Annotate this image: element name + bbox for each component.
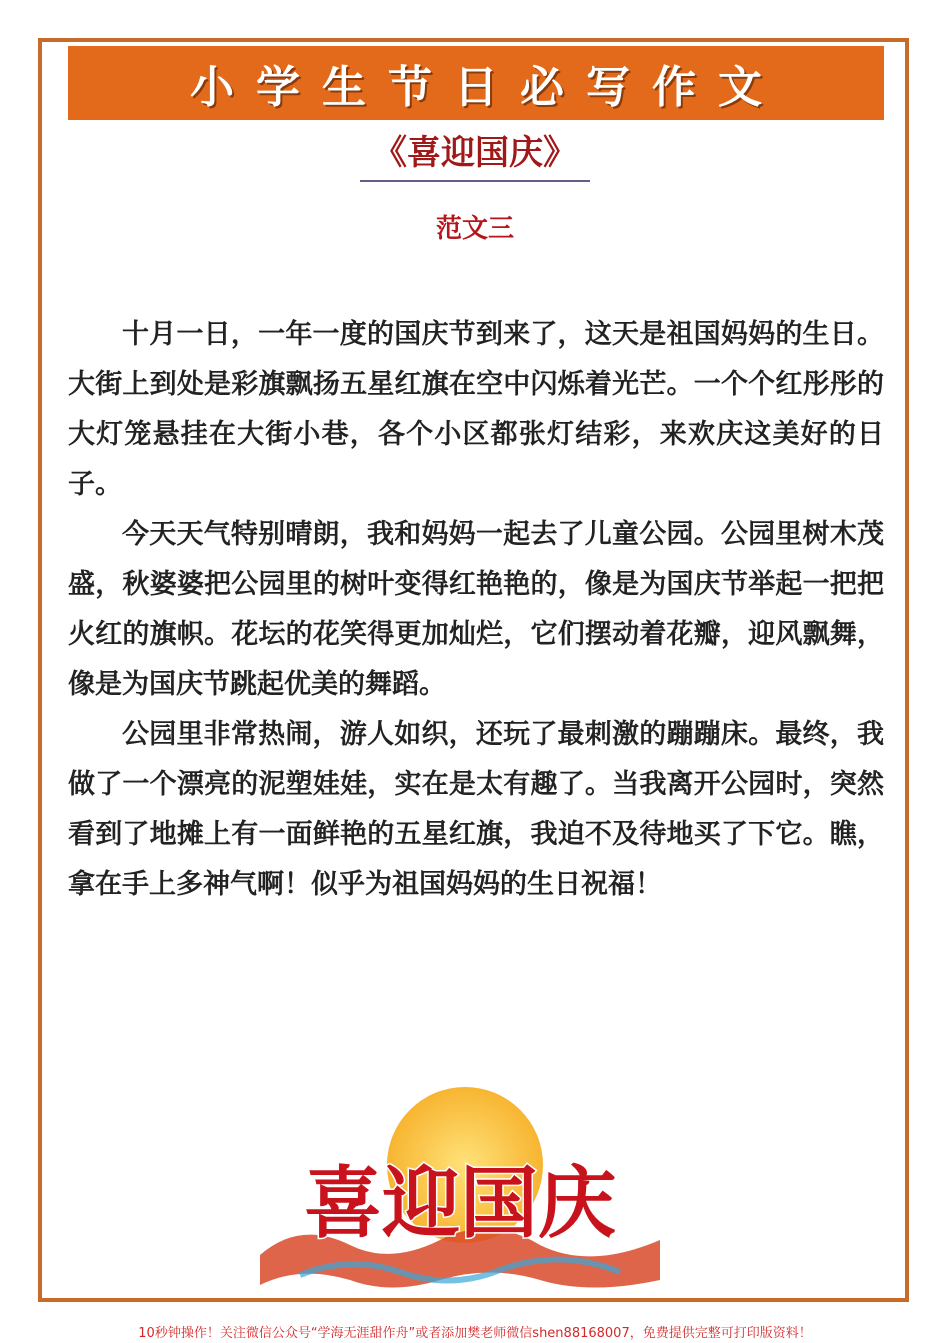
subtitle-block xyxy=(360,128,590,182)
essay-paragraph: 公园里非常热闹，游人如织，还玩了最刺激的蹦蹦床。最终，我做了一个漂亮的泥塑娃娃，实在是太有趣了。当我离开公园时，突然看到了地摊上有一面鲜艳的五星红旗，我迫不及待地买了下它。瞧，拿在手上多神气啊！似乎为祖国妈妈的生日祝福！ xyxy=(68,719,884,900)
title-banner xyxy=(68,46,884,120)
sample-label: 范文三 xyxy=(435,214,514,244)
celebration-emblem xyxy=(240,1080,680,1302)
essay-paragraph: 十月一日，一年一度的国庆节到来了，这天是祖国妈妈的生日。大街上到处是彩旗飘扬五星红旗在空中闪烁着光芒。一个个红彤彤的大灯笼悬挂在大街小巷，各个小区都张灯结彩，来欢庆这美好的日子。 xyxy=(68,319,884,500)
essay-title: 《喜迎国庆》 xyxy=(373,133,577,173)
essay-paragraph: 今天天气特别晴朗，我和妈妈一起去了儿童公园。公园里树木茂盛，秋婆婆把公园里的树叶变得红艳艳的，像是为国庆节举起一把把火红的旗帜。花坛的花笑得更加灿烂，它们摆动着花瓣，迎风飘舞，像是为国庆节跳起优美的舞蹈。 xyxy=(68,519,884,700)
banner-title: 小学生节日必写作文 xyxy=(190,62,784,113)
essay-body xyxy=(68,310,884,910)
footer-note: 10秒钟操作！关注微信公众号“学海无涯甜作舟”或者添加樊老师微信shen88168007，免费提供完整可打印版资料！ xyxy=(138,1326,812,1341)
emblem-text: 喜迎国庆 xyxy=(303,1158,617,1249)
